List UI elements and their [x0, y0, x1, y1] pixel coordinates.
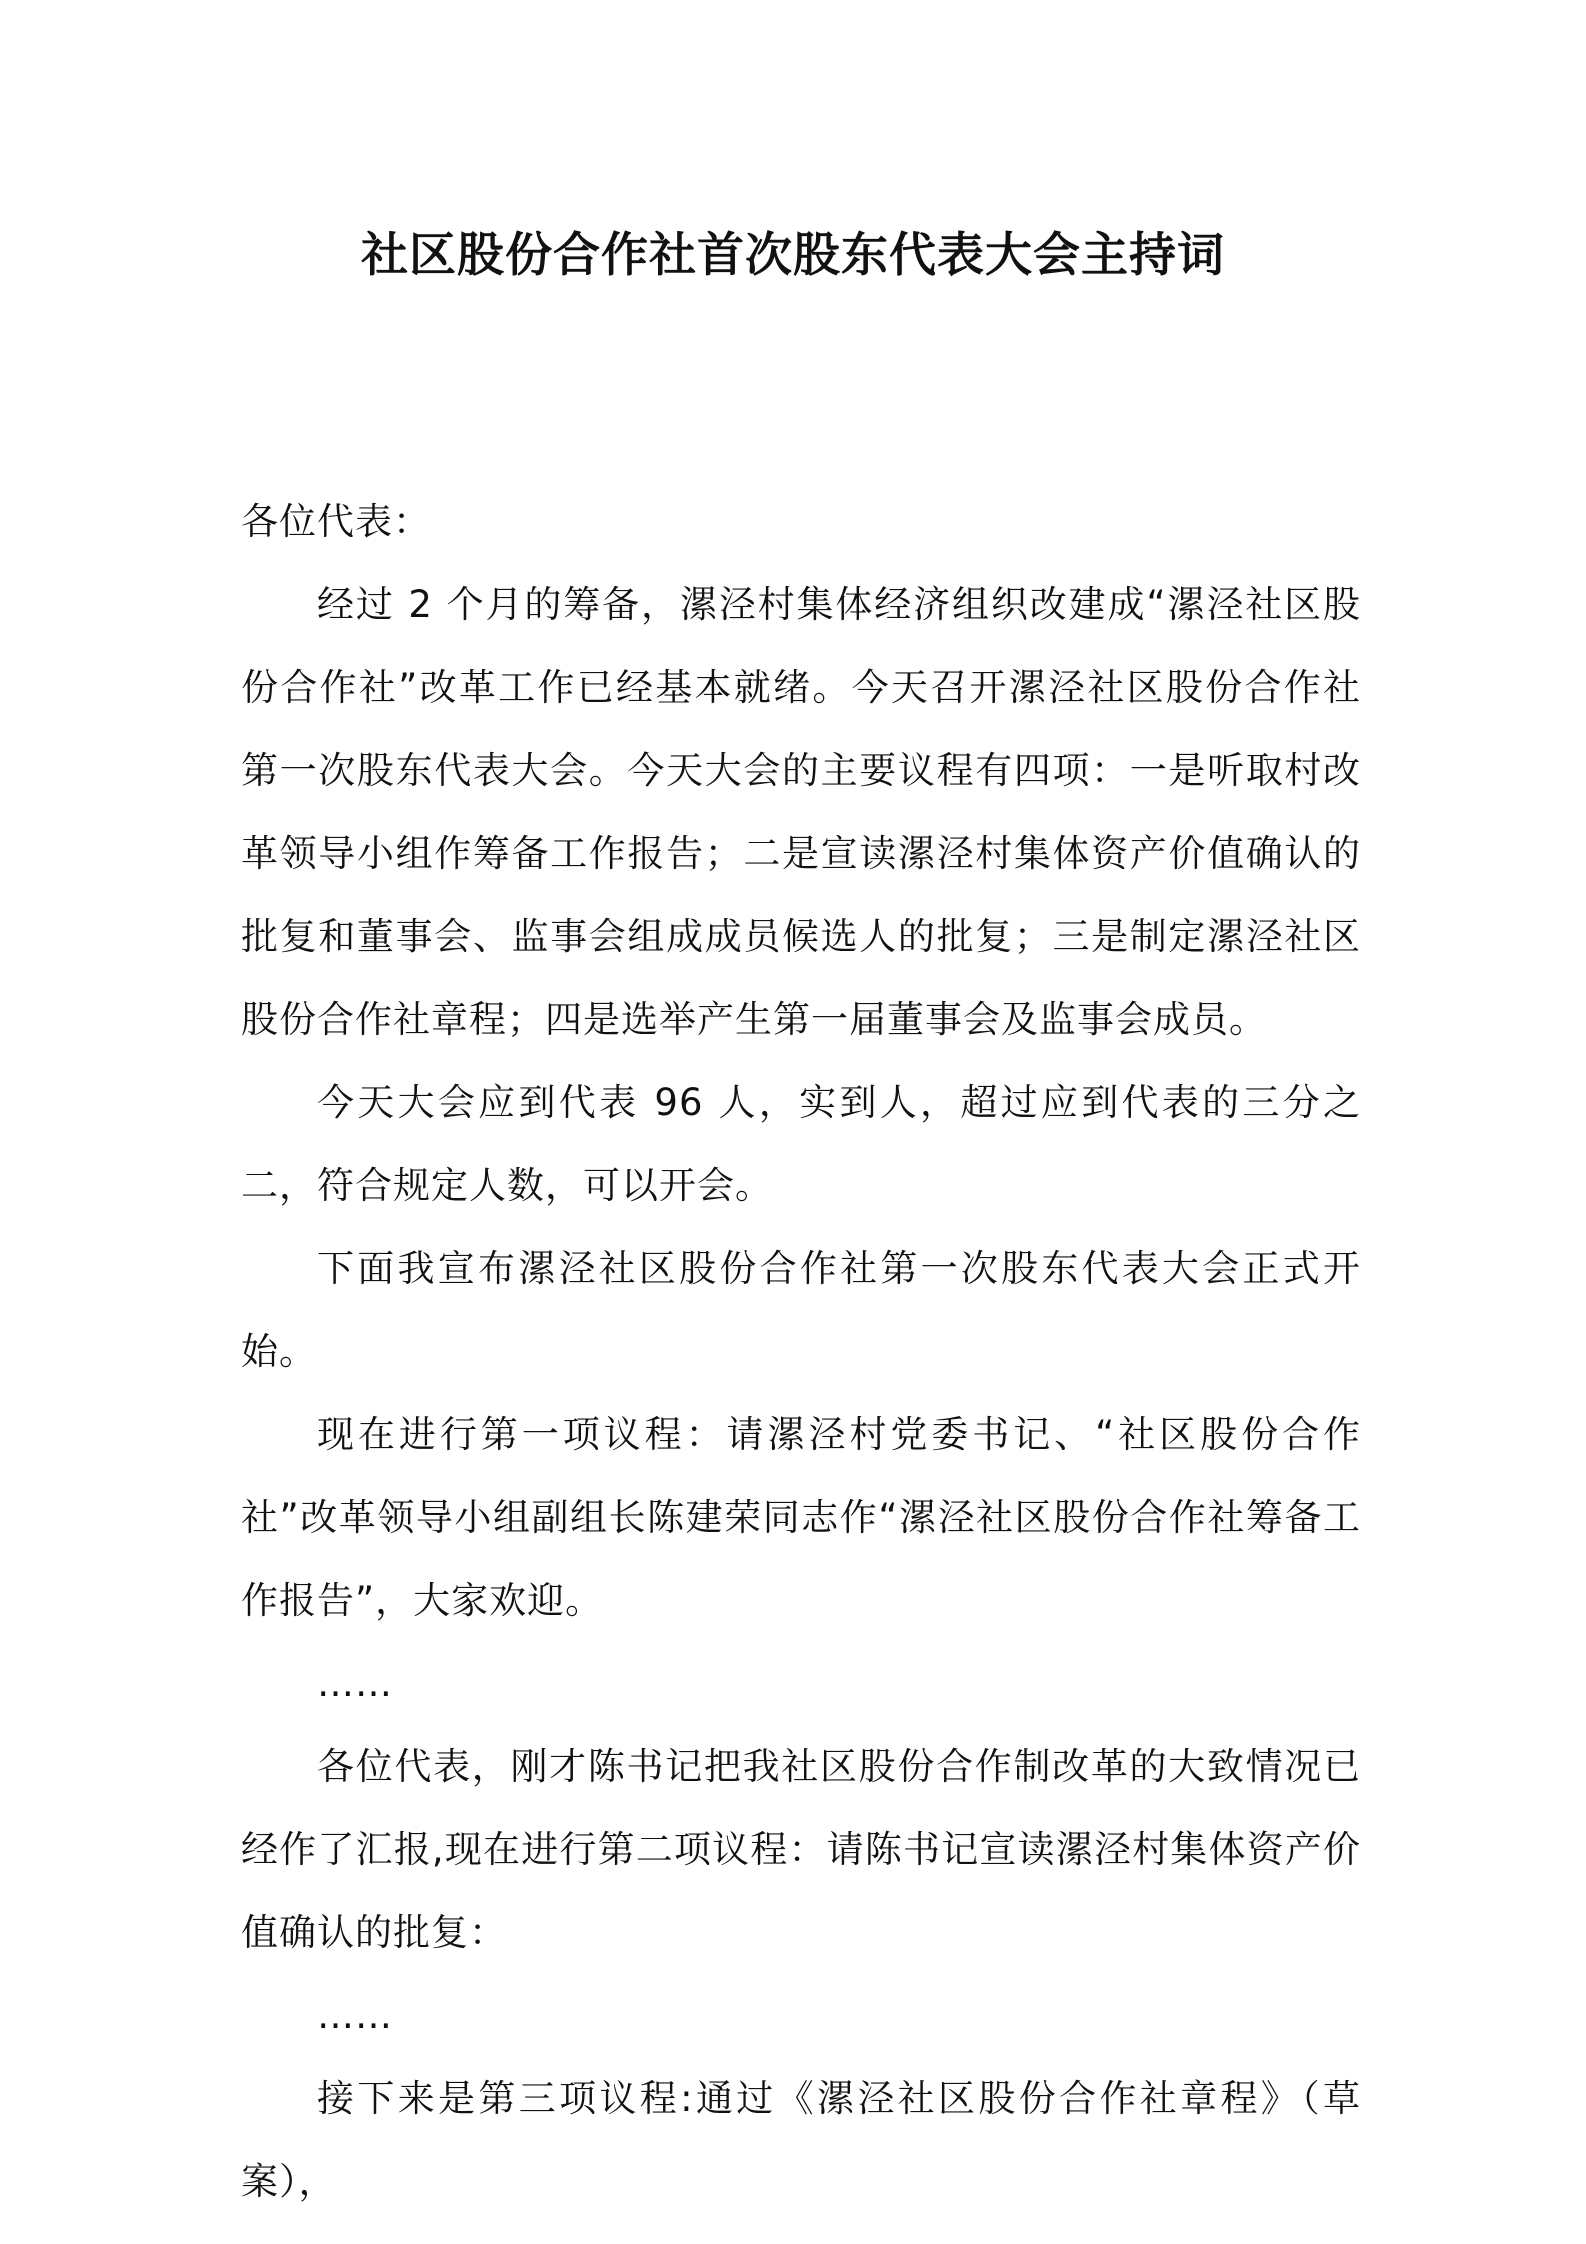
ellipsis-1: ……	[317, 1662, 393, 1705]
document-body	[241, 480, 1361, 2223]
paragraph-opening: 下面我宣布漯泾社区股份合作社第一次股东代表大会正式开始。	[241, 1247, 1361, 1373]
paragraph-agenda-item-2: 各位代表，刚才陈书记把我社区股份合作制改革的大致情况已经作了汇报,现在进行第二项议程：请陈书记宣读漯泾村集体资产价值确认的批复：	[241, 1745, 1361, 1954]
paragraph-preparation: 经过 2 个月的筹备，漯泾村集体经济组织改建成“漯泾社区股份合作社”改革工作已经基本就绪。今天召开漯泾社区股份合作社第一次股东代表大会。今天大会的主要议程有四项：一是听取村改革领导小组作筹备工作报告；二是宣读漯泾村集体资产价值确认的批复和董事会、监事会组成成员候选人的批复；三是制定漯泾社区股份合作社章程；四是选举产生第一届董事会及监事会成员。	[241, 583, 1361, 1041]
ellipsis-2: ……	[317, 1994, 393, 2037]
document-title: 社区股份合作社首次股东代表大会主持词	[361, 228, 1225, 283]
paragraph-attendance: 今天大会应到代表 96 人，实到人，超过应到代表的三分之二，符合规定人数，可以开会。	[241, 1081, 1361, 1207]
paragraph-agenda-item-1: 现在进行第一项议程：请漯泾村党委书记、“社区股份合作社”改革领导小组副组长陈建荣同志作“漯泾社区股份合作社筹备工作报告”，大家欢迎。	[241, 1413, 1361, 1622]
paragraph-agenda-item-3: 接下来是第三项议程:通过《漯泾社区股份合作社章程》（草案），	[241, 2077, 1361, 2203]
salutation: 各位代表：	[241, 500, 431, 543]
